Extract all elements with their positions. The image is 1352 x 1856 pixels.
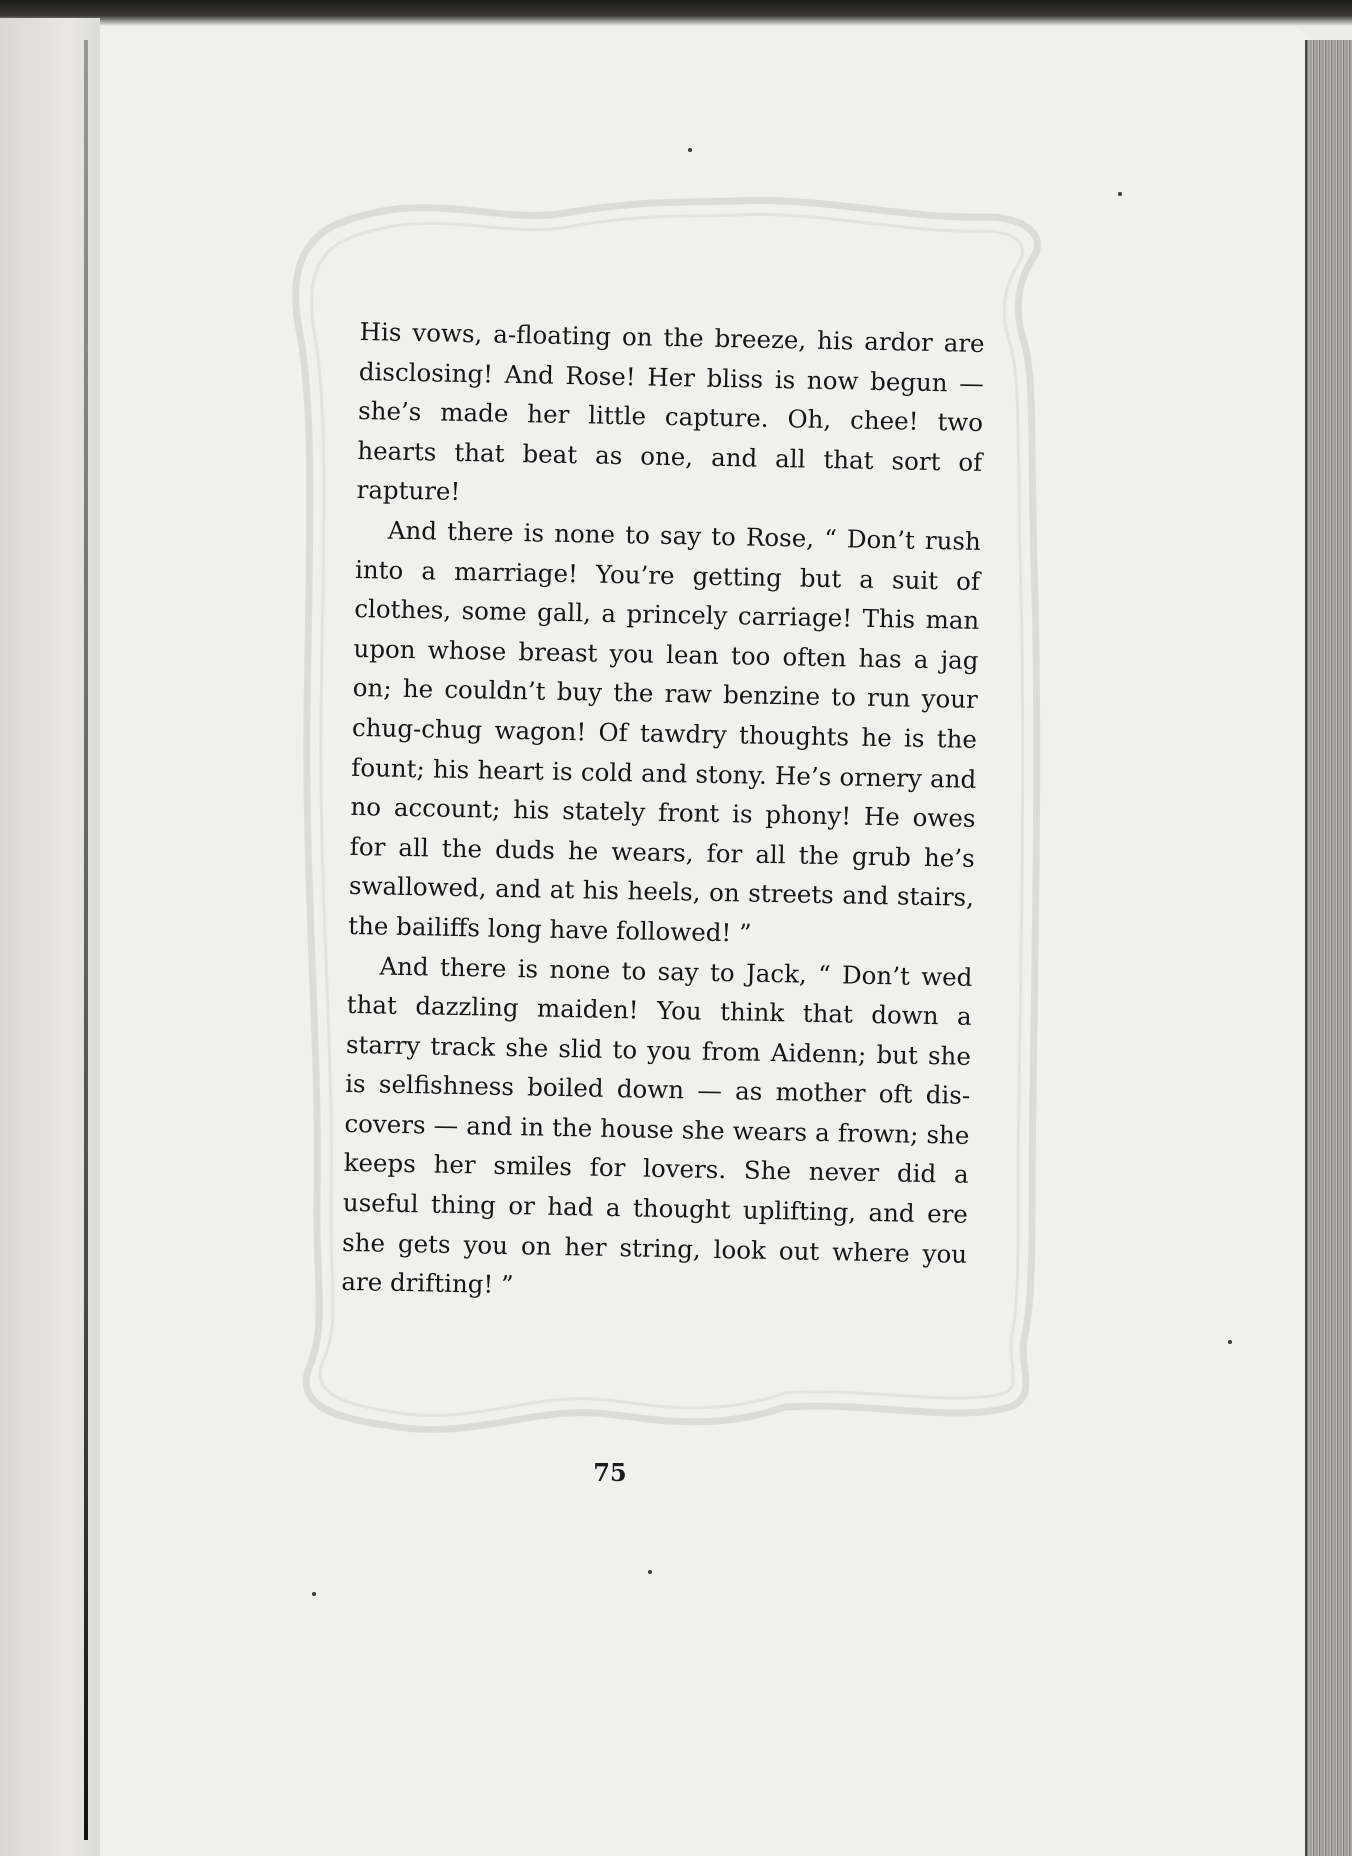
- paragraph-2: And there is none to say to Rose, “ Don’t rush into a marriage! You’re getting but a suit of clothes, some gall, a princely carriage! This man upon whose breast you lean too often has a jag on; he couldn’t buy the raw benzine to run your chug-chug wagon! Of tawdry thoughts he is the fount; his heart is cold and stony. He’s ornery and no account; his stately front is phony! He owes for all the duds he wears, for all the grub he’s swallowed, and at his heels, on streets and stairs, the bailiffs long have followed! ”: [348, 515, 982, 948]
- page-edges-stack: [1305, 40, 1352, 1856]
- page-number: 75: [593, 1458, 627, 1487]
- poem-text-block: [341, 312, 985, 1314]
- paper-speck: [1228, 1340, 1232, 1344]
- paper-speck: [312, 1592, 316, 1596]
- scan-top-shadow: [0, 0, 1352, 26]
- paragraph-1: His vows, a-floating on the breeze, his ardor are disclosing! And Rose! Her bliss is now begun — she’s made her little capture. Oh, chee! two hearts that beat as one, and all that sort of rapture!: [356, 316, 985, 507]
- paragraph-3: And there is none to say to Jack, “ Don’t wed that dazzling maiden! You think that down a starry track she slid to you from Aidenn; but she is selfishness boiled down — as mother oft discovers — and in the house she wears a frown; she keeps her smiles for lovers. She never did a useful thing or had a thought uplifting, and ere she gets you on her string, look out where you are drifting! ”: [341, 950, 973, 1300]
- paper-speck: [1118, 192, 1122, 196]
- paper-speck: [648, 1570, 652, 1574]
- paper-speck: [688, 148, 692, 152]
- book-spine-edge: [84, 40, 88, 1840]
